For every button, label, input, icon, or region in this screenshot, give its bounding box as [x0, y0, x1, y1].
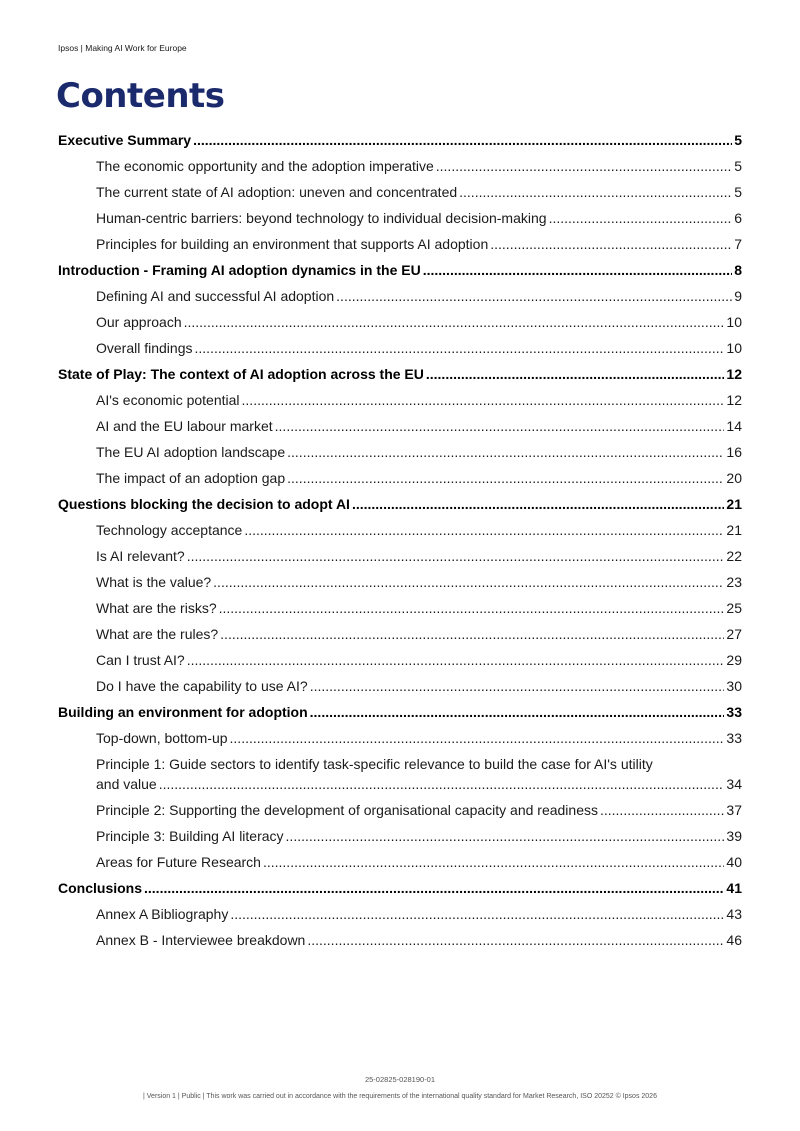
dot-leader: [426, 361, 725, 387]
toc-subsection-entry[interactable]: [58, 797, 742, 823]
toc-subsection-entry[interactable]: [58, 621, 742, 647]
dot-leader: [352, 491, 724, 517]
toc-subsection-entry[interactable]: [58, 901, 742, 927]
dot-leader: [159, 774, 725, 794]
dot-leader: [600, 797, 724, 823]
running-header: Ipsos | Making AI Work for Europe: [58, 43, 187, 53]
toc-subsection-entry[interactable]: [58, 725, 742, 751]
dot-leader: [336, 283, 732, 309]
toc-entry-title: Introduction - Framing AI adoption dynamics in the EU: [58, 262, 421, 278]
toc-page-number: 6: [734, 210, 742, 226]
dot-leader: [310, 673, 725, 699]
toc-entry-title: What are the risks?: [96, 600, 217, 616]
toc-page-number: 10: [726, 314, 742, 330]
toc-subsection-entry[interactable]: [58, 335, 742, 361]
toc-entry-title: The EU AI adoption landscape: [96, 444, 286, 460]
dot-leader: [287, 439, 724, 465]
toc-page-number: 37: [726, 802, 742, 818]
toc-subsection-entry[interactable]: [58, 751, 742, 797]
toc-subsection-entry[interactable]: [58, 439, 742, 465]
toc-page-number: 33: [726, 730, 742, 746]
toc-subsection-entry[interactable]: [58, 283, 742, 309]
toc-entry-title: What are the rules?: [96, 626, 219, 642]
toc-subsection-entry[interactable]: [58, 647, 742, 673]
dot-leader: [244, 517, 724, 543]
toc-entry-title: Principle 1: Guide sectors to identify task-specific relevance to build the case for AI's utility: [96, 756, 653, 772]
toc-page-number: 39: [726, 828, 742, 844]
toc-entry-title: AI and the EU labour market: [96, 418, 273, 434]
toc-subsection-entry[interactable]: [58, 309, 742, 335]
dot-leader: [310, 699, 725, 725]
toc-page-number: 10: [726, 340, 742, 356]
dot-leader: [286, 823, 725, 849]
toc-page-number: 33: [726, 704, 742, 720]
toc-page-number: 29: [726, 652, 742, 668]
dot-leader: [144, 875, 724, 901]
toc-page-number: 41: [726, 880, 742, 896]
toc-entry-title: Executive Summary: [58, 132, 192, 148]
table-of-contents: [58, 127, 742, 953]
toc-page-number: 5: [734, 132, 742, 148]
footer-note: | Version 1 | Public | This work was carried out in accordance with the requirements of the international quality standard for Market Research, ISO 20252 © Ipsos 2026: [143, 1093, 657, 1100]
toc-entry-title: Principles for building an environment that supports AI adoption: [96, 236, 489, 252]
toc-entry-title: Principle 2: Supporting the development of organisational capacity and readiness: [96, 802, 598, 818]
dot-leader: [187, 543, 725, 569]
toc-entry-title: What is the value?: [96, 574, 212, 590]
toc-subsection-entry[interactable]: [58, 413, 742, 439]
toc-subsection-entry[interactable]: [58, 673, 742, 699]
toc-page-number: 16: [726, 444, 742, 460]
toc-entry-title: Do I have the capability to use AI?: [96, 678, 308, 694]
toc-entry-title: The economic opportunity and the adoption imperative: [96, 158, 434, 174]
toc-section-entry[interactable]: [58, 491, 742, 517]
toc-entry-title: Our approach: [96, 314, 182, 330]
toc-section-entry[interactable]: [58, 699, 742, 725]
toc-entry-title: Building an environment for adoption: [58, 704, 308, 720]
toc-subsection-entry[interactable]: [58, 927, 742, 953]
dot-leader: [230, 901, 724, 927]
toc-page-number: 20: [726, 470, 742, 486]
toc-entry-title: Areas for Future Research: [96, 854, 261, 870]
dot-leader: [436, 153, 732, 179]
dot-leader: [459, 179, 732, 205]
dot-leader: [275, 413, 725, 439]
toc-entry-title: Is AI relevant?: [96, 548, 185, 564]
dot-leader: [219, 595, 725, 621]
dot-leader: [307, 927, 724, 953]
toc-page-number: 12: [726, 392, 742, 408]
toc-entry-title: Defining AI and successful AI adoption: [96, 288, 335, 304]
toc-section-entry[interactable]: [58, 361, 742, 387]
toc-page-number: 8: [734, 262, 742, 278]
toc-subsection-entry[interactable]: [58, 153, 742, 179]
toc-subsection-entry[interactable]: [58, 823, 742, 849]
toc-subsection-entry[interactable]: [58, 849, 742, 875]
toc-entry-title: The current state of AI adoption: uneven and concentrated: [96, 184, 458, 200]
dot-leader: [423, 257, 732, 283]
toc-section-entry[interactable]: [58, 875, 742, 901]
toc-entry-title-continued: and value: [96, 776, 157, 792]
dot-leader: [195, 335, 725, 361]
document-code: 25-02825-028190-01: [364, 1075, 436, 1084]
toc-entry-title: Technology acceptance: [96, 522, 243, 538]
toc-page-number: 46: [726, 932, 742, 948]
toc-page-number: 9: [734, 288, 742, 304]
toc-page-number: 43: [726, 906, 742, 922]
toc-entry-title: Top-down, bottom-up: [96, 730, 228, 746]
toc-subsection-entry[interactable]: [58, 205, 742, 231]
toc-entry-title: Human-centric barriers: beyond technology to individual decision-making: [96, 210, 547, 226]
toc-entry-title: Conclusions: [58, 880, 143, 896]
toc-page-number: 25: [726, 600, 742, 616]
toc-entry-title: Overall findings: [96, 340, 193, 356]
dot-leader: [242, 387, 725, 413]
page-title: Contents: [56, 76, 225, 116]
toc-page-number: 12: [726, 366, 742, 382]
toc-subsection-entry[interactable]: [58, 465, 742, 491]
toc-entry-title: Questions blocking the decision to adopt AI: [58, 496, 350, 512]
dot-leader: [220, 621, 724, 647]
toc-page-number: 5: [734, 158, 742, 174]
toc-page-number: 34: [726, 776, 742, 792]
toc-page-number: 40: [726, 854, 742, 870]
toc-entry-title: The impact of an adoption gap: [96, 470, 286, 486]
dot-leader: [549, 205, 733, 231]
toc-page-number: 7: [734, 236, 742, 252]
toc-entry-title: Principle 3: Building AI literacy: [96, 828, 284, 844]
toc-page-number: 21: [726, 496, 742, 512]
dot-leader: [213, 569, 724, 595]
dot-leader: [187, 647, 725, 673]
toc-page-number: 23: [726, 574, 742, 590]
toc-page-number: 30: [726, 678, 742, 694]
toc-page-number: 22: [726, 548, 742, 564]
dot-leader: [287, 465, 724, 491]
toc-page-number: 14: [726, 418, 742, 434]
dot-leader: [230, 725, 725, 751]
dot-leader: [263, 849, 724, 875]
toc-subsection-entry[interactable]: [58, 231, 742, 257]
dot-leader: [490, 231, 732, 257]
toc-page-number: 5: [734, 184, 742, 200]
dot-leader: [184, 309, 725, 335]
toc-subsection-entry[interactable]: [58, 387, 742, 413]
toc-page-number: 27: [726, 626, 742, 642]
toc-section-entry[interactable]: [58, 127, 742, 153]
toc-subsection-entry[interactable]: [58, 517, 742, 543]
toc-subsection-entry[interactable]: [58, 569, 742, 595]
toc-subsection-entry[interactable]: [58, 595, 742, 621]
toc-subsection-entry[interactable]: [58, 543, 742, 569]
toc-entry-title: Can I trust AI?: [96, 652, 185, 668]
toc-entry-title: Annex A Bibliography: [96, 906, 229, 922]
toc-entry-title: Annex B - Interviewee breakdown: [96, 932, 306, 948]
toc-entry-title: State of Play: The context of AI adoption across the EU: [58, 366, 424, 382]
toc-entry-title: AI's economic potential: [96, 392, 240, 408]
dot-leader: [193, 127, 732, 153]
toc-subsection-entry[interactable]: [58, 179, 742, 205]
toc-page-number: 21: [726, 522, 742, 538]
toc-section-entry[interactable]: [58, 257, 742, 283]
